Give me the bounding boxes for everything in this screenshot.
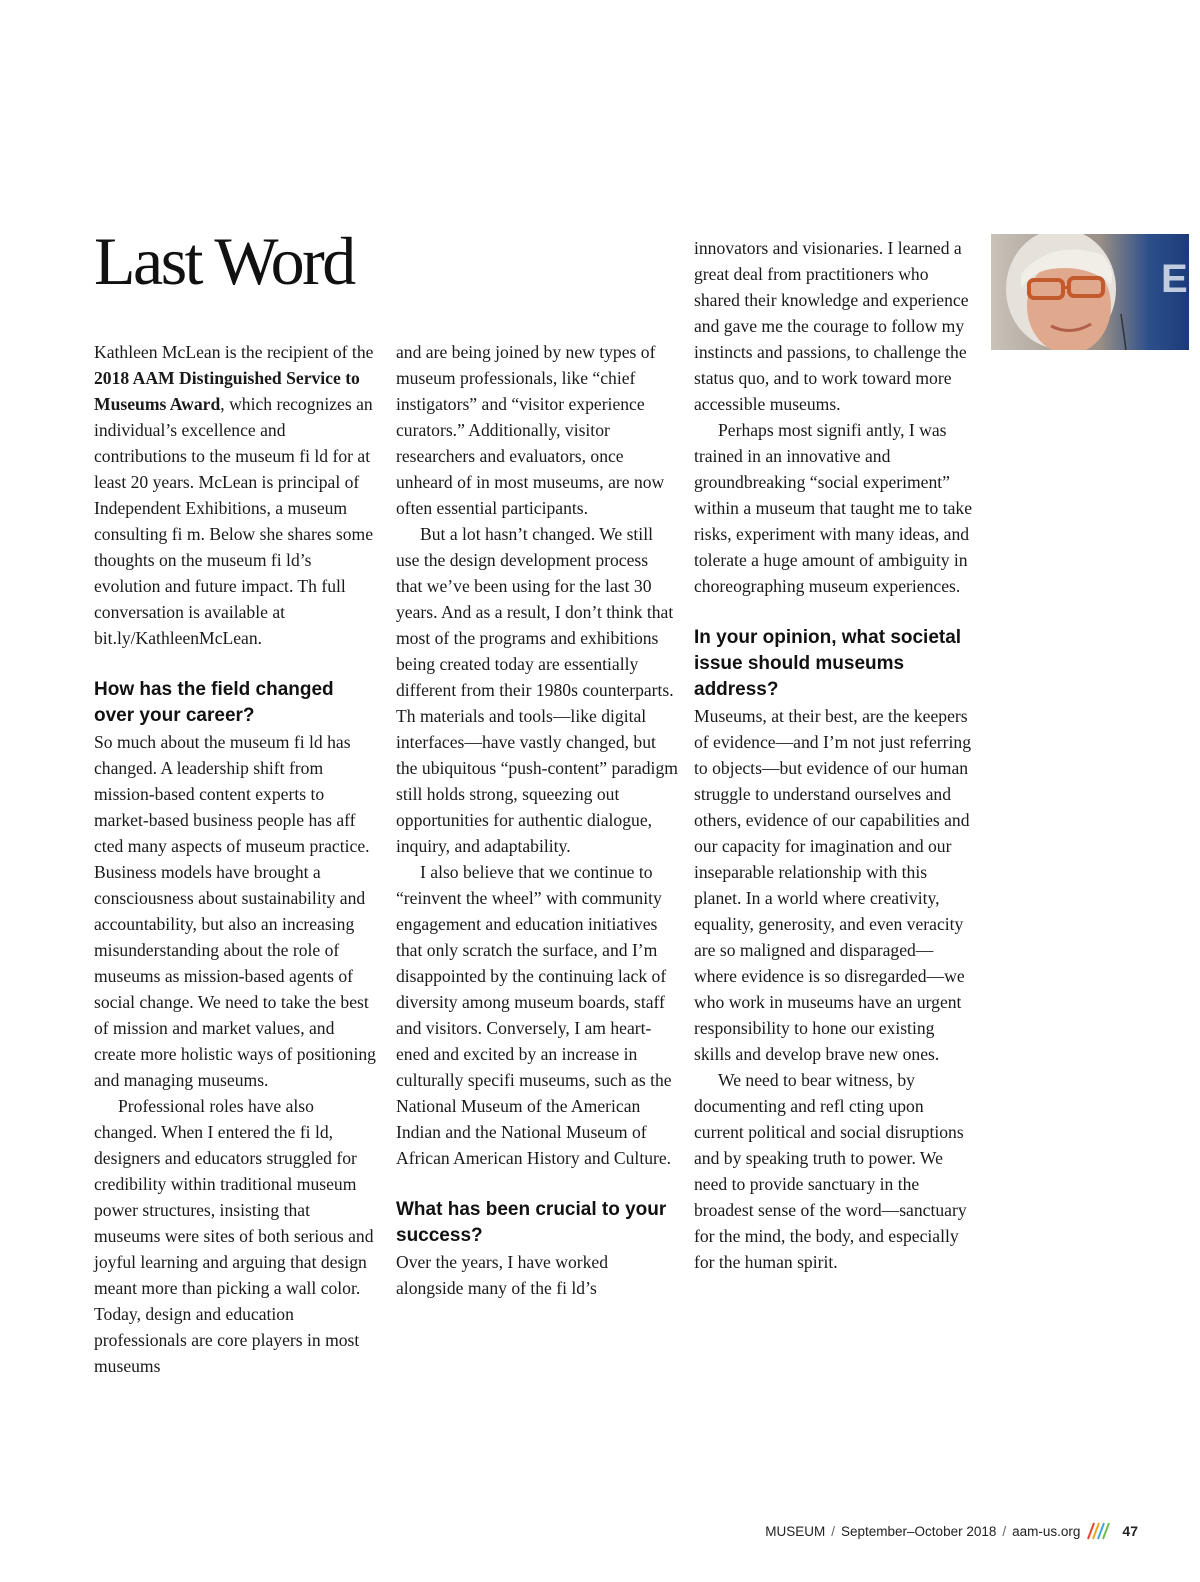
answer-paragraph: We need to bear witness, by documenting and refl cting upon current political and social disruptions and by speaking truth to power. We need to provide sanctuary in the broadest sense of the word—sanctuary for the mind, the body, and especially for the human spirit. [694,1070,967,1272]
page-number: 47 [1122,1523,1138,1539]
aam-logo-icon [1086,1521,1110,1541]
question-heading-1: How has the field changed over your career? [94,679,334,726]
page-footer [765,1521,1138,1541]
answer-paragraph: But a lot hasn’t changed. We still use the design development process that we’ve been using for the last 30 years. And as a result, I don’t think that most of the programs and exhibitions being created today are essentially different from their 1980s counterparts. Th materials and tools—like digital interfaces—have vastly changed, but the ubiquitous “push-content” paradigm still holds strong, squeezing out opportunities for authentic dialogue, inquiry, and adaptability. [396,524,678,856]
answer-paragraph: So much about the museum fi ld has changed. A leadership shift from mission-based content experts to market-based business people has aff cted many aspects of museum practice. Business models have brought a consciousness about sustainability and accountability, but also an increasing misunderstanding about the role of museums as mission-based agents of social change. We need to take the best of mission and market values, and create more holistic ways of positioning and managing museums. [94,732,376,1090]
answer-paragraph: Museums, at their best, are the keepers of evidence—and I’m not just referring to objects—but evidence of our human struggle to understand ourselves and others, evidence of our capabilities and our capacity for imagination and our inseparable relationship with this planet. In a world where creativity, equality, generosity, and even veracity are so maligned and disparaged—where evidence is so disregarded—we who work in museums have an urgent responsibility to hone our existing skills and develop brave new ones. [694,706,971,1064]
website-url: aam-us.org [1012,1523,1081,1539]
svg-text:E: E [1161,257,1188,301]
page-title: Last Word [94,223,354,299]
portrait-photo [991,234,1189,350]
question-heading-2: What has been crucial to your success? [396,1199,667,1246]
footer-separator: / [831,1523,836,1539]
column-3 [694,235,974,1275]
question-heading-3: In your opinion, what societal issue should museums address? [694,627,962,700]
column-1 [94,339,378,1379]
footer-separator: / [1002,1523,1007,1539]
answer-paragraph: innovators and visionaries. I learned a great deal from practitioners who shared their knowledge and experience and gave me the courage to follow my instincts and passions, to challenge the status quo, and to work toward more accessible museums. [694,238,969,414]
issue-date: September–October 2018 [841,1523,997,1539]
intro-paragraph: Kathleen McLean is the recipient of the 2018 AAM Distinguished Service to Museums Award, which recognizes an individual’s excellence and contributions to the museum fi ld for at least 20 years. McLean is principal of Independent Exhibitions, a museum consulting fi m. Below she shares some thoughts on the museum fi ld’s evolution and future impact. Th full conversation is available at bit.ly/KathleenMcLean. [94,342,374,648]
column-2 [396,339,678,1301]
answer-paragraph: I also believe that we continue to “reinvent the wheel” with community engagement and education initiatives that only scratch the surface, and I’m disappointed by the continuing lack of diversity among museum boards, staff and visitors. Conversely, I am heartened and excited by an increase in culturally specifi museums, such as the National Museum of the American Indian and the National Museum of African American History and Culture. [396,862,672,1168]
answer-paragraph: Over the years, I have worked alongside many of the fi ld’s [396,1252,609,1298]
answer-paragraph: and are being joined by new types of museum professionals, like “chief instigators” and “visitor experience curators.” Additionally, visitor researchers and evaluators, once unheard of in most museums, are now often essential participants. [396,342,665,518]
award-name: 2018 AAM Distinguished Service to Museums Award [94,368,360,414]
portrait-image [991,234,1189,350]
answer-paragraph: Perhaps most signifi antly, I was trained in an innovative and groundbreaking “social experiment” within a museum that taught me to take risks, experiment with many ideas, and tolerate a huge amount of ambiguity in choreographing museum experiences. [694,420,973,596]
magazine-name: MUSEUM [765,1523,826,1539]
answer-paragraph: Professional roles have also changed. When I entered the fi ld, designers and educators struggled for credibility within traditional museum power structures, insisting that museums were sites of both serious and joyful learning and arguing that design meant more than picking a wall color. Today, design and education professionals are core players in most museums [94,1096,374,1376]
